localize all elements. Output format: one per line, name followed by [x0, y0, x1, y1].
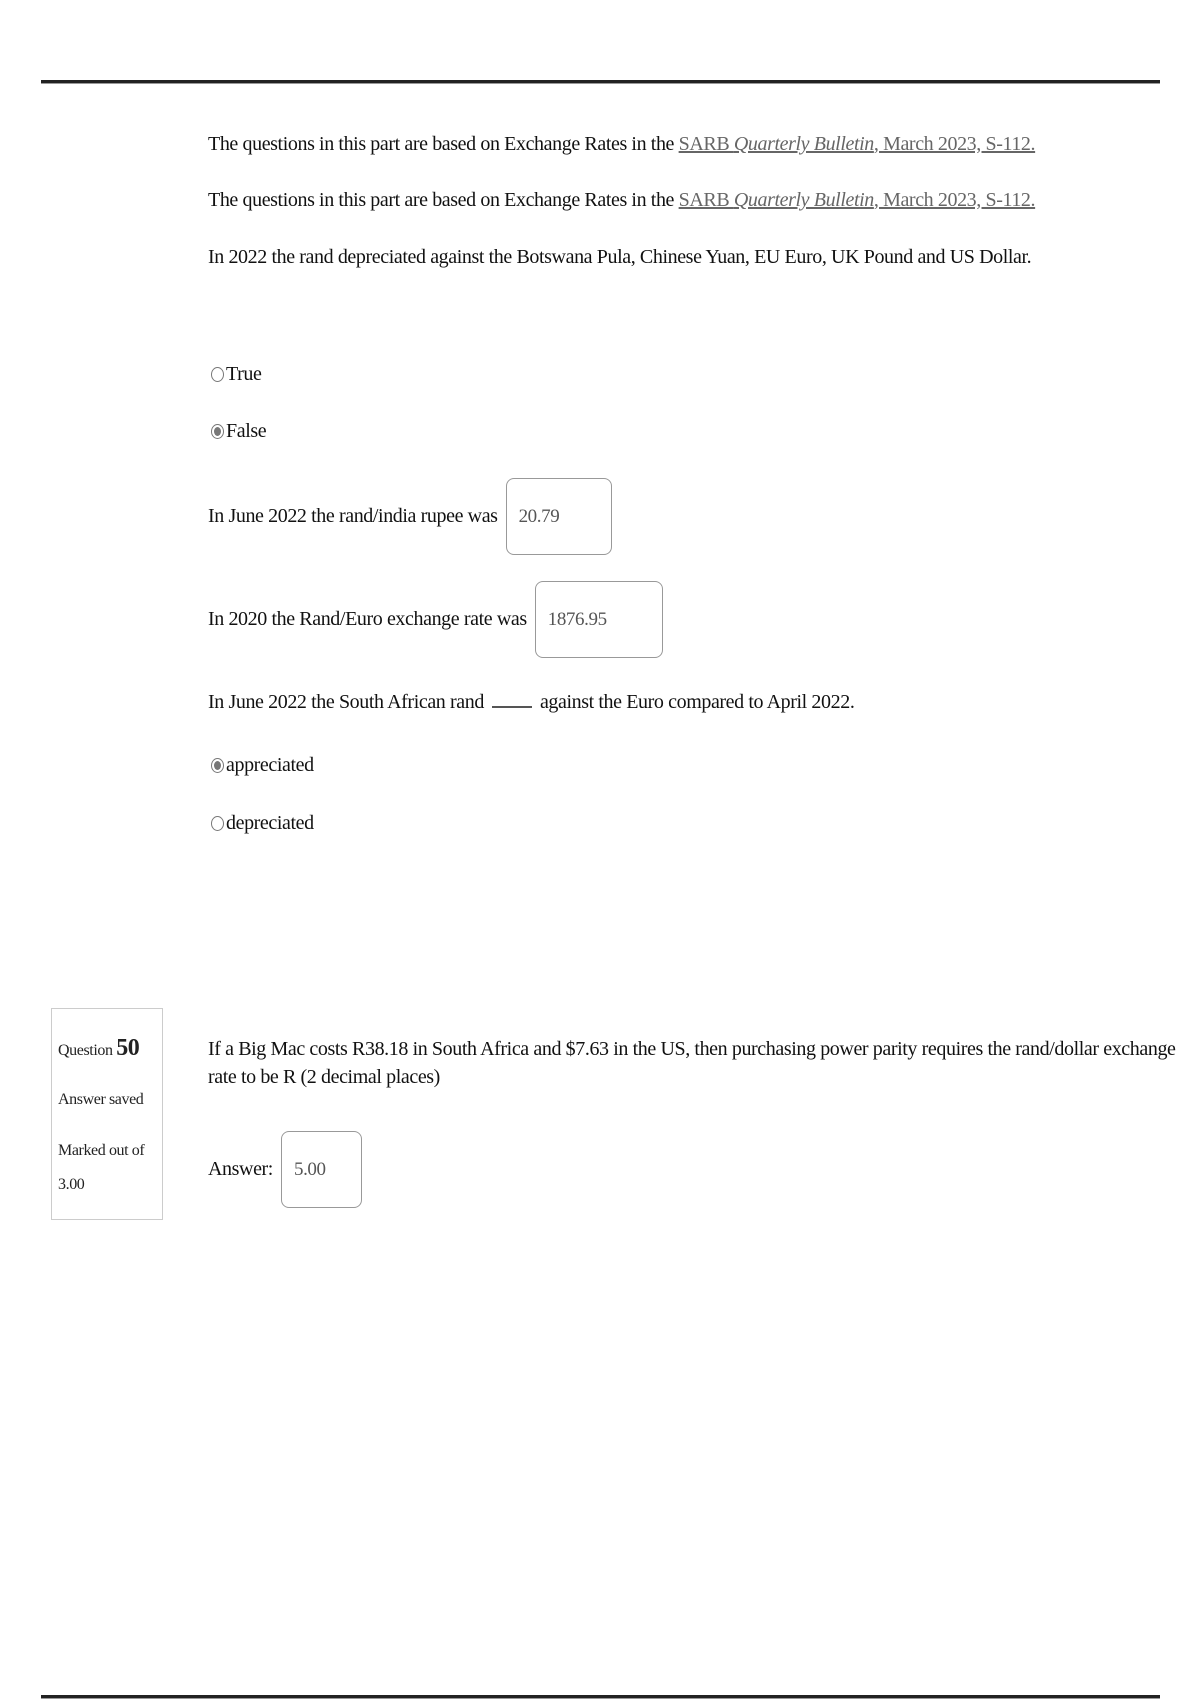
bottom-divider [41, 1695, 1160, 1699]
radio-true[interactable] [211, 360, 261, 388]
true-false-statement: In 2022 the rand depreciated against the Botswana Pula, Chinese Yuan, EU Euro, UK Pound and US Dollar. [208, 246, 1032, 268]
blank-line [492, 688, 532, 708]
answer-row [208, 1131, 362, 1208]
radio-label: False [226, 420, 267, 442]
rupee-input[interactable] [506, 478, 612, 555]
sarb-bulletin-link[interactable] [679, 189, 1036, 211]
intro-text: The questions in this part are based on Exchange Rates in the [208, 133, 679, 155]
radio-depreciated[interactable] [211, 809, 314, 837]
question-num: 50 [116, 1035, 140, 1061]
part-intro-1 [208, 130, 1035, 158]
rupee-row [208, 478, 612, 555]
radio-label: depreciated [226, 812, 314, 834]
part-intro-2 [208, 186, 1035, 214]
june-prompt [208, 688, 854, 716]
link-suffix: , March 2023, S-112. [873, 133, 1036, 155]
radio-selected-icon[interactable] [211, 424, 224, 439]
radio-false[interactable] [211, 417, 266, 445]
euro-input[interactable] [535, 581, 663, 658]
marked-label: Marked out of [58, 1142, 145, 1159]
answer-label: Answer: [208, 1158, 273, 1180]
prompt-before: In June 2022 the South African rand [208, 691, 484, 713]
radio-appreciated[interactable] [211, 751, 314, 779]
answer-input[interactable] [281, 1131, 362, 1208]
question-status: Answer saved [58, 1091, 144, 1108]
question50-text: If a Big Mac costs R38.18 in South Africa and $7.63 in the US, then purchasing power parity requires the rand/dollar exchange rate to be R (2 decimal places) [208, 1038, 1176, 1088]
link-prefix: SARB [678, 133, 734, 155]
link-italic: Quarterly Bulletin [733, 133, 874, 155]
radio-unselected-icon[interactable] [211, 367, 224, 382]
marks-value: 3.00 [58, 1176, 85, 1193]
link-suffix: , March 2023, S-112. [873, 189, 1036, 211]
prompt-after: against the Euro compared to April 2022. [539, 691, 855, 713]
euro-row [208, 581, 663, 658]
radio-label: True [226, 363, 262, 385]
sarb-bulletin-link[interactable] [679, 133, 1036, 155]
answer-value: 5.00 [293, 1158, 326, 1180]
radio-label: appreciated [226, 754, 314, 776]
euro-value: 1876.95 [547, 608, 607, 630]
top-divider [41, 80, 1160, 84]
question-number [58, 1035, 139, 1062]
question-label: Question [58, 1042, 113, 1059]
intro-text: The questions in this part are based on Exchange Rates in the [208, 189, 679, 211]
euro-prompt: In 2020 the Rand/Euro exchange rate was [208, 608, 527, 630]
link-prefix: SARB [678, 189, 734, 211]
radio-selected-icon[interactable] [211, 758, 224, 773]
link-italic: Quarterly Bulletin [733, 189, 874, 211]
rupee-prompt: In June 2022 the rand/india rupee was [208, 505, 498, 527]
rupee-value: 20.79 [518, 505, 560, 527]
radio-unselected-icon[interactable] [211, 816, 224, 831]
question-info-box [51, 1008, 163, 1220]
